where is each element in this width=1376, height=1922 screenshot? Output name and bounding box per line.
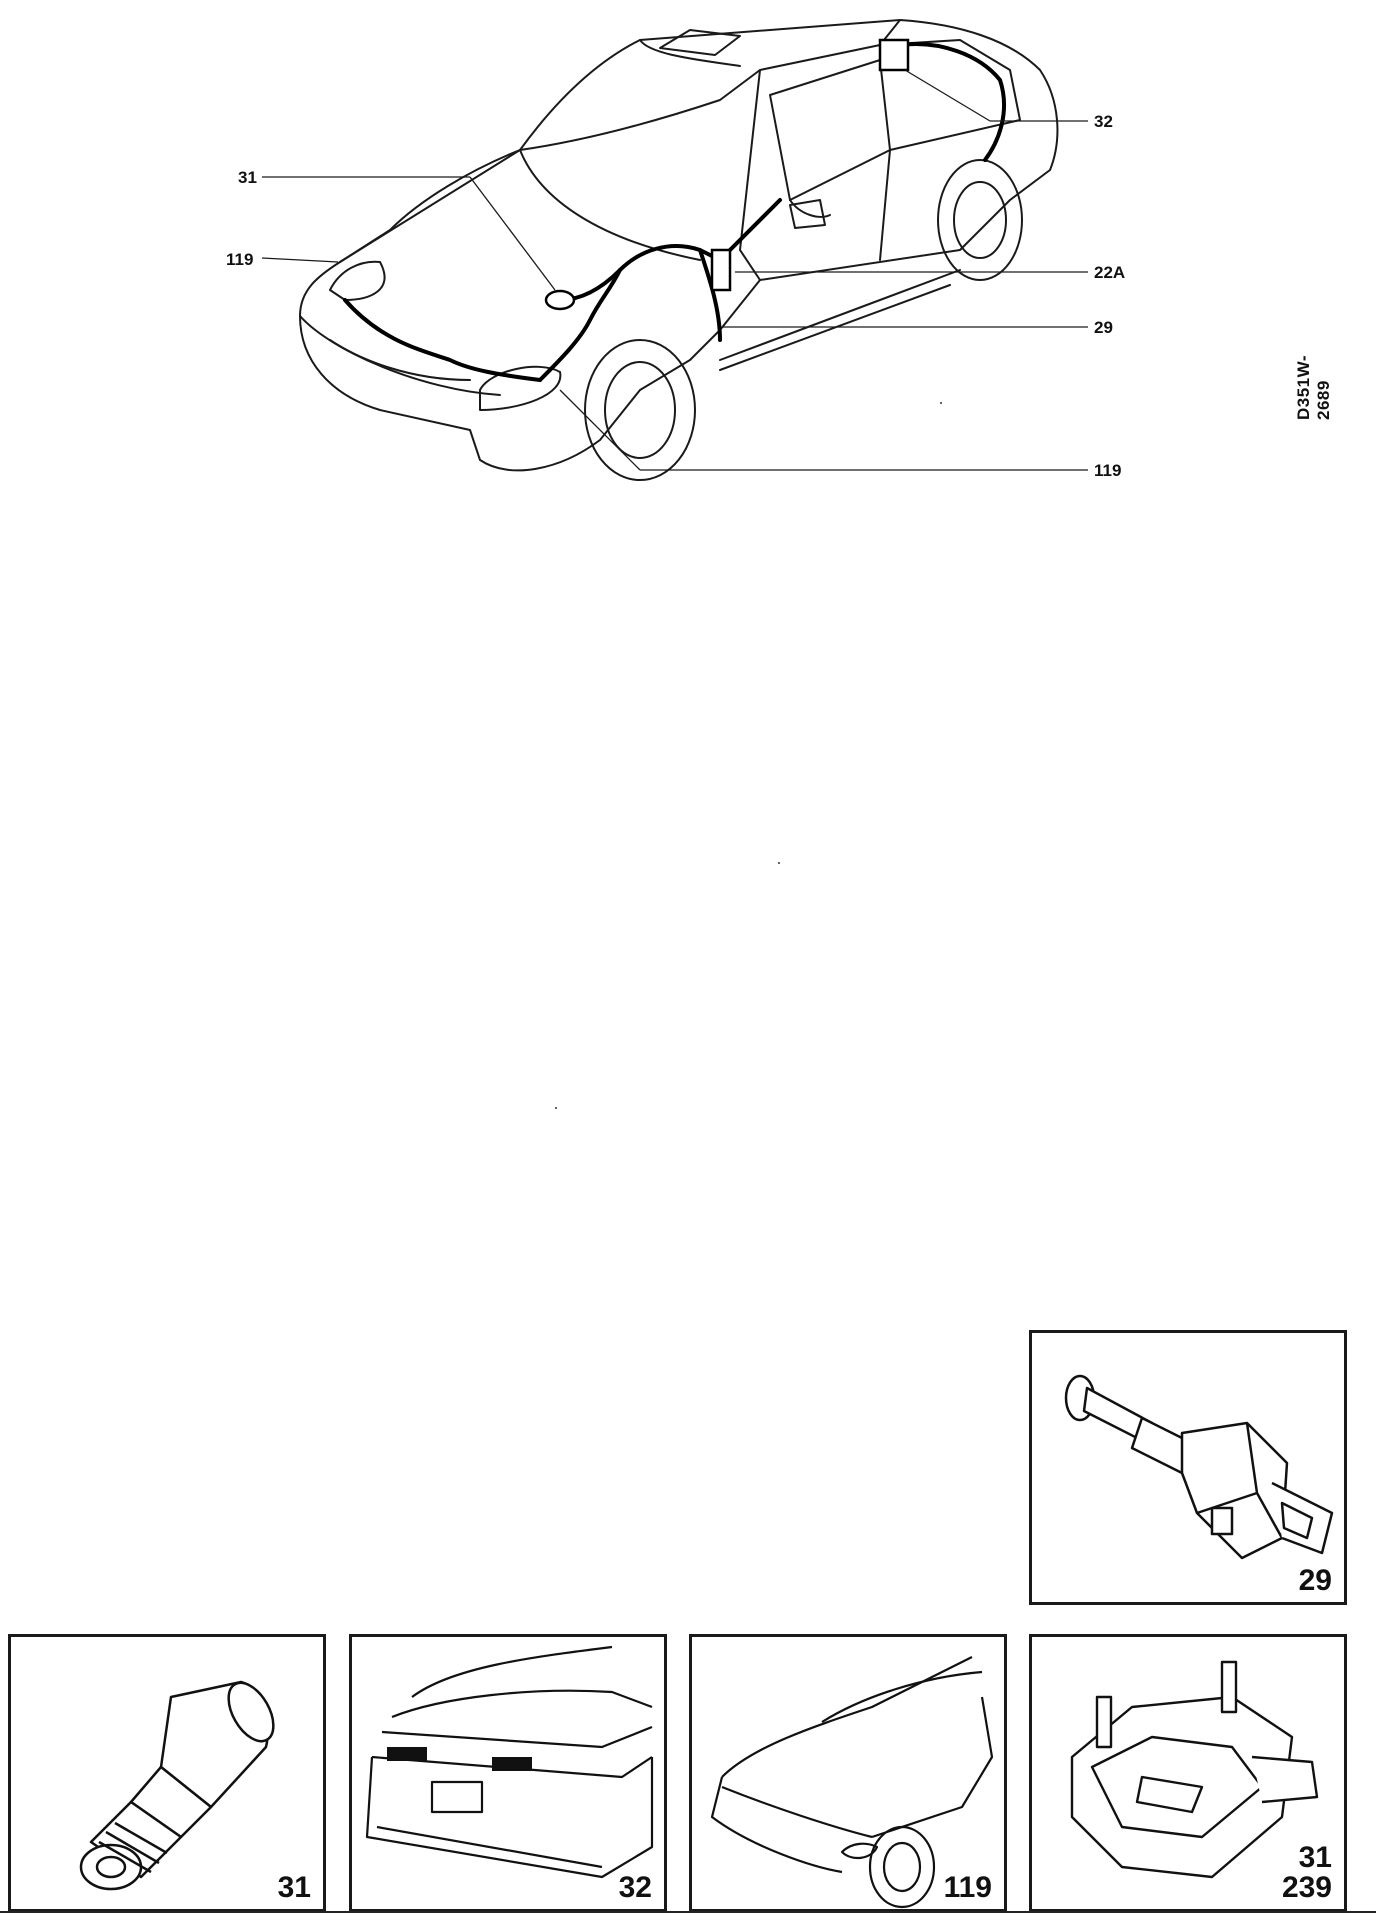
callout-119-bottom: 119 bbox=[1094, 461, 1122, 480]
document-id: D351W-2689 bbox=[1294, 354, 1333, 420]
speck bbox=[778, 862, 780, 864]
panel-31-239-labels bbox=[1282, 1843, 1332, 1903]
panel-31 bbox=[8, 1634, 326, 1912]
speck bbox=[940, 402, 942, 404]
panel-29-label: 29 bbox=[1298, 1564, 1332, 1597]
callout-32: 32 bbox=[1094, 112, 1113, 131]
panel-119 bbox=[689, 1634, 1007, 1912]
panel-31-239 bbox=[1029, 1634, 1347, 1912]
callout-22A: 22A bbox=[1094, 263, 1126, 282]
panel-31-239-label-top: 31 bbox=[1298, 1841, 1332, 1874]
footer-rule bbox=[0, 1911, 1376, 1913]
panel-31-label: 31 bbox=[277, 1871, 311, 1904]
panel-119-label: 119 bbox=[943, 1871, 992, 1904]
callout-119-left: 119 bbox=[226, 250, 254, 269]
panel-31-239-label-bottom: 239 bbox=[1281, 1871, 1332, 1904]
speck bbox=[555, 1107, 557, 1109]
panel-32 bbox=[349, 1634, 667, 1912]
panel-29 bbox=[1029, 1330, 1347, 1605]
callout-31: 31 bbox=[238, 168, 257, 187]
vehicle-wiring-diagram bbox=[0, 0, 1376, 520]
panel-32-label: 32 bbox=[618, 1871, 652, 1904]
callout-29: 29 bbox=[1094, 318, 1113, 337]
